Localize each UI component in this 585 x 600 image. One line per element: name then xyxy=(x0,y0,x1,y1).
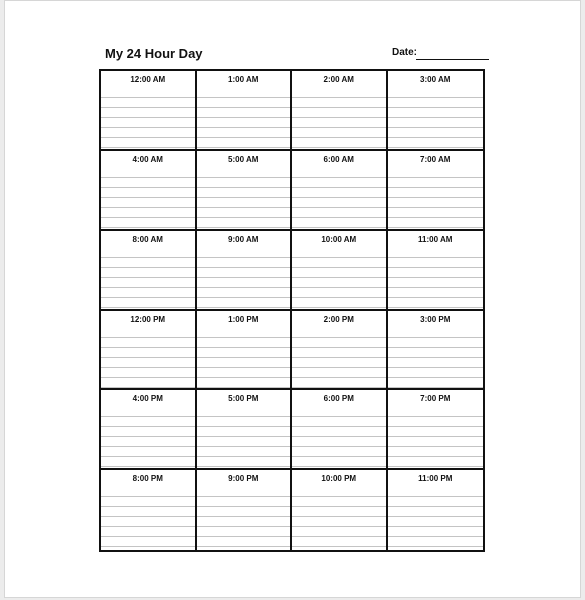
date-field-line xyxy=(416,59,489,60)
hour-block xyxy=(197,390,293,470)
hour-label: 11:00 PM xyxy=(388,470,484,487)
hour-block xyxy=(197,470,293,550)
hour-label: 6:00 PM xyxy=(292,390,386,407)
hour-label: 4:00 PM xyxy=(101,390,195,407)
hour-block xyxy=(101,311,197,391)
hour-label: 5:00 AM xyxy=(197,151,291,168)
hour-block xyxy=(388,151,484,231)
hour-block xyxy=(292,311,388,391)
hour-block xyxy=(101,470,197,550)
hour-block xyxy=(292,390,388,470)
hour-block xyxy=(197,151,293,231)
hour-label: 9:00 AM xyxy=(197,231,291,248)
hour-block xyxy=(388,231,484,311)
hour-block xyxy=(197,311,293,391)
date-label: Date: xyxy=(392,47,418,58)
hour-block xyxy=(101,390,197,470)
hour-block xyxy=(292,151,388,231)
hour-label: 10:00 AM xyxy=(292,231,386,248)
hour-block xyxy=(197,231,293,311)
hour-label: 1:00 PM xyxy=(197,311,291,328)
hour-block xyxy=(101,231,197,311)
hour-block xyxy=(388,390,484,470)
hour-label: 10:00 PM xyxy=(292,470,386,487)
hour-label: 7:00 AM xyxy=(388,151,484,168)
hour-label: 12:00 AM xyxy=(101,71,195,88)
hour-block xyxy=(292,231,388,311)
hour-label: 1:00 AM xyxy=(197,71,291,88)
hour-label: 3:00 AM xyxy=(388,71,484,88)
hour-label: 12:00 PM xyxy=(101,311,195,328)
hour-label: 3:00 PM xyxy=(388,311,484,328)
hour-label: 9:00 PM xyxy=(197,470,291,487)
hour-block xyxy=(388,71,484,151)
hour-block xyxy=(292,470,388,550)
hour-block xyxy=(292,71,388,151)
hour-label: 4:00 AM xyxy=(101,151,195,168)
page-title: My 24 Hour Day xyxy=(105,46,203,61)
hour-block xyxy=(388,470,484,550)
hour-label: 8:00 AM xyxy=(101,231,195,248)
hour-label: 5:00 PM xyxy=(197,390,291,407)
hour-label: 2:00 AM xyxy=(292,71,386,88)
hour-block xyxy=(388,311,484,391)
hour-label: 8:00 PM xyxy=(101,470,195,487)
hour-label: 11:00 AM xyxy=(388,231,484,248)
hour-grid xyxy=(99,69,485,552)
hour-block xyxy=(101,151,197,231)
hour-label: 7:00 PM xyxy=(388,390,484,407)
hour-block xyxy=(101,71,197,151)
hour-label: 2:00 PM xyxy=(292,311,386,328)
hour-block xyxy=(197,71,293,151)
hour-label: 6:00 AM xyxy=(292,151,386,168)
